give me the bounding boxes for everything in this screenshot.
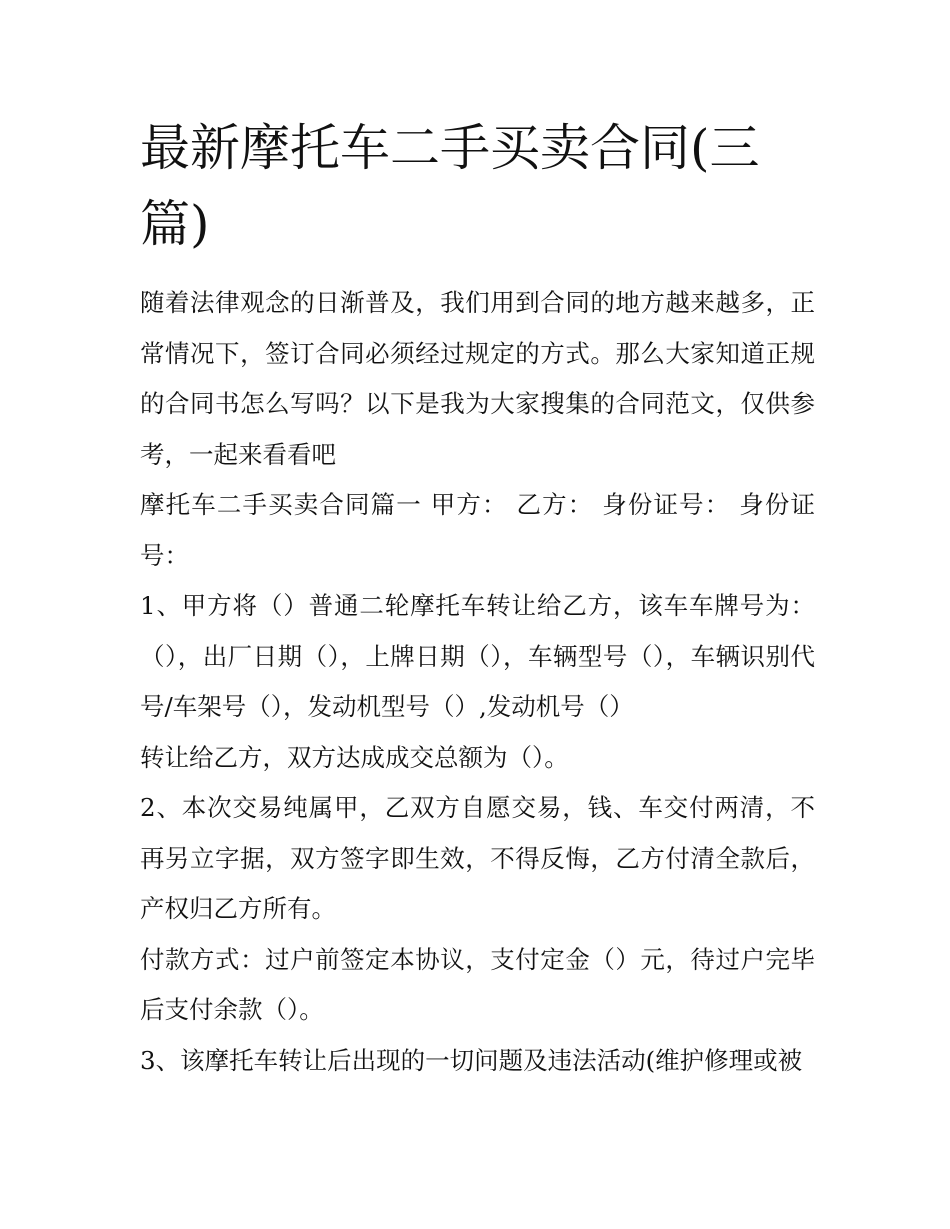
clause-2-paragraph: 2、本次交易纯属甲，乙双方自愿交易，钱、车交付两清，不再另立字据，双方签字即生效，不得反悔，乙方付清全款后，产权归乙方所有。 [140, 793, 815, 923]
payment-method-paragraph: 付款方式：过户前签定本协议，支付定金（）元，待过户完毕后支付余款（）。 [140, 944, 815, 1024]
intro-paragraph: 随着法律观念的日渐普及，我们用到合同的地方越来越多，正常情况下，签订合同必须经过规定的方式。那么大家知道正规的合同书怎么写吗？以下是我为大家搜集的合同范文，仅供参考，一起来看看吧 [140, 288, 815, 469]
contract-parties-paragraph: 摩托车二手买卖合同篇一 甲方： 乙方： 身份证号： 身份证号： [140, 490, 815, 570]
clause-3-paragraph: 3、该摩托车转让后出现的一切问题及违法活动(维护修理或被 [140, 1045, 803, 1075]
document-title: 最新摩托车二手买卖合同(三篇) [140, 119, 760, 253]
clause-1-paragraph: 1、甲方将（）普通二轮摩托车转让给乙方，该车车牌号为：（），出厂日期（），上牌日期（），车辆型号（），车辆识别代号/车架号（），发动机型号（）,发动机号（） [140, 591, 815, 721]
clause-1-continuation-paragraph: 转让给乙方，双方达成成交总额为（）。 [140, 742, 569, 772]
document-page [140, 110, 815, 1086]
